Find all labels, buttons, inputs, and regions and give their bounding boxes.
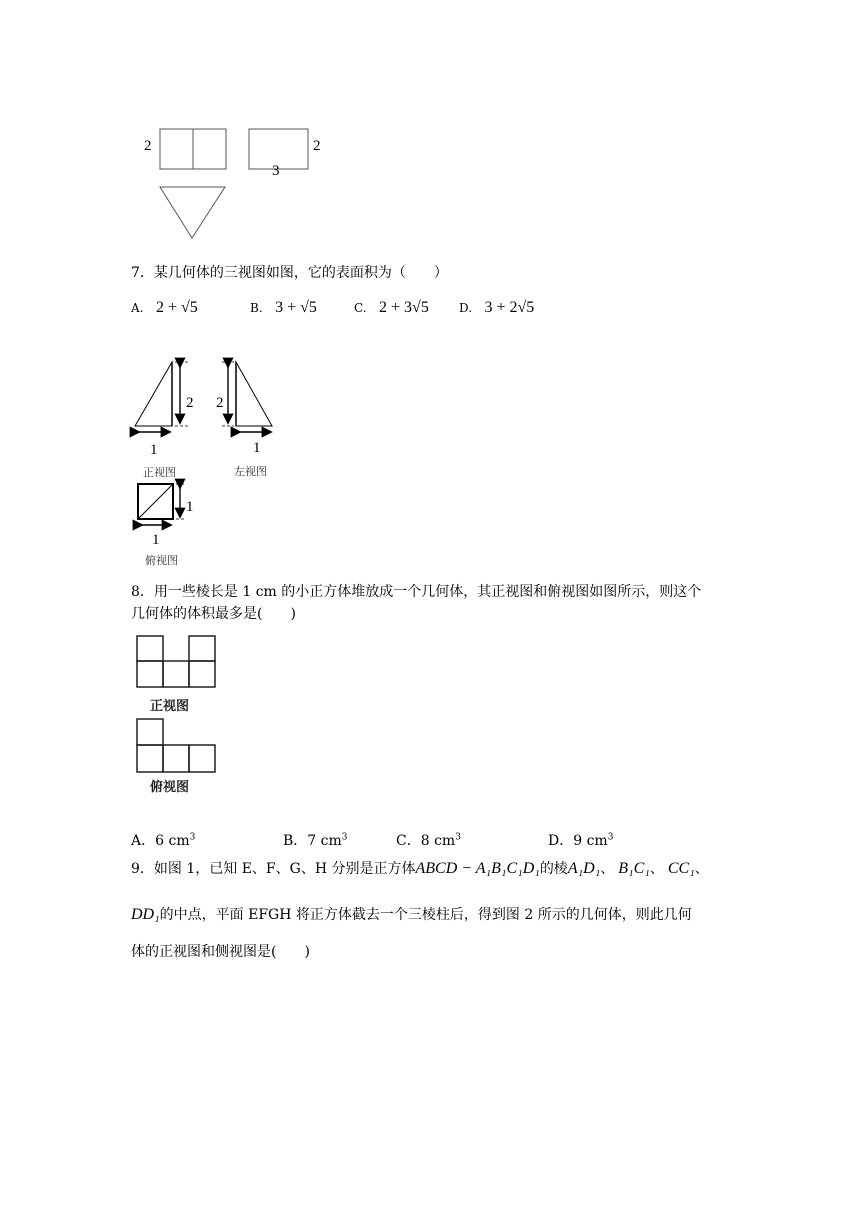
q8-line1: 8．用一些棱长是 1 cm 的小正方体堆放成一个几何体，其正视图和俯视图如图所示，则这个 — [131, 584, 702, 600]
q8-option-d: D．9 $cm^3$ — [548, 832, 614, 849]
q7-side-width-label: 1 — [253, 440, 261, 456]
q8-option-a: A．6 $cm^3$ — [131, 832, 196, 849]
q9-line1: 9．如图 1，已知 E、F、G、H 分别是正方体ABCD − A₁B₁C₁D₁的棱A₁D₁、 B₁C₁、 CC₁、 — [131, 860, 709, 877]
q7-top-caption: 俯视图 — [145, 554, 178, 567]
q7-text: 7．某几何体的三视图如图，它的表面积为（ ） — [131, 265, 448, 281]
q6-label-bottom: 3 — [272, 163, 280, 179]
q7-side-height-label: 2 — [216, 395, 224, 411]
q7-front-height-label: 2 — [186, 395, 194, 411]
q7-option-b: B. 3 + √5 — [250, 299, 317, 316]
q8-option-b: B．7 $cm^3$ — [283, 832, 348, 849]
q7-option-a: A. 2 + √5 — [131, 299, 198, 316]
q7-option-d: D. 3 + 2√5 — [459, 299, 535, 316]
q8-front-view — [137, 636, 215, 687]
q8-option-c: C．8 $cm^3$ — [396, 832, 461, 849]
q8-top-caption: 俯视图 — [150, 780, 190, 795]
q7-front-caption: 正视图 — [143, 466, 176, 479]
q8-line2: 几何体的体积最多是( ) — [131, 606, 296, 622]
q9-line2: DD₁的中点，平面 EFGH 将正方体截去一个三棱柱后，得到图 2 所示的几何体，则此几何 — [131, 906, 692, 923]
q9-line3: 体的正视图和侧视图是( ) — [131, 944, 310, 960]
q8-front-caption: 正视图 — [150, 699, 190, 714]
q7-top-width-label: 1 — [152, 532, 160, 548]
q7-side-caption: 左视图 — [234, 465, 267, 478]
q7-option-c: C. 2 + 3√5 — [354, 299, 429, 316]
q7-top-height-label: 1 — [186, 499, 194, 515]
q8-top-view — [137, 719, 215, 772]
q7-front-width-label: 1 — [150, 442, 158, 458]
q6-label-right: 2 — [313, 138, 321, 154]
q6-label-left: 2 — [144, 138, 152, 154]
